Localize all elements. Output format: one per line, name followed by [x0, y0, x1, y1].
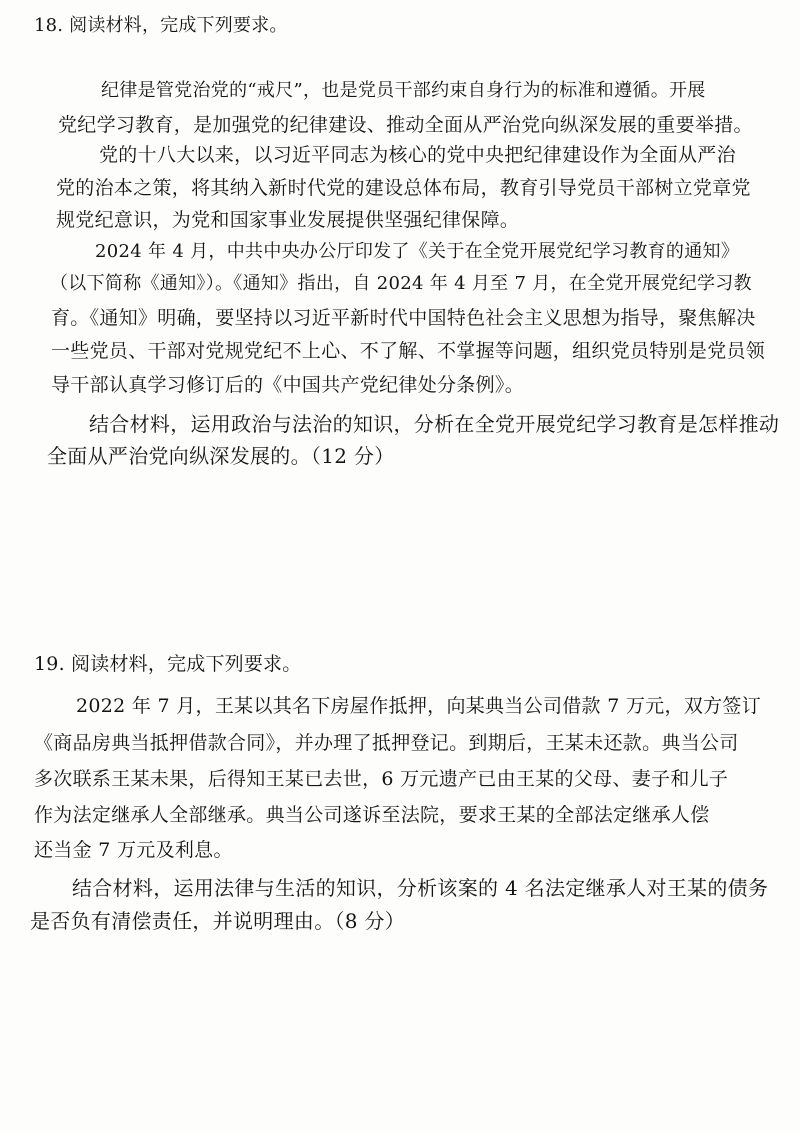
q18-line: 党的十八大以来，以习近平同志为核心的党中央把纪律建设作为全面从严治 — [99, 144, 736, 166]
q18-heading: 18. 阅读材料，完成下列要求。 — [34, 15, 288, 36]
q18-line: 2024 年 4 月，中共中央办公厅印发了《关于在全党开展党纪学习教育的通知》 — [95, 241, 740, 262]
q18-line: 全面从严治党向纵深发展的。（12 分） — [47, 444, 395, 468]
q19-line: 结合材料，运用法律与生活的知识，分析该案的 4 名法定继承人对王某的债务 — [72, 876, 769, 900]
q18-line: 党纪学习教育，是加强党的纪律建设、推动全面从严治党向纵深发展的重要举措。 — [58, 114, 753, 136]
q18-line: 导干部认真学习修订后的《中国共产党纪律处分条例》。 — [51, 374, 525, 396]
q18-line: 规党纪意识，为党和国家事业发展提供坚强纪律保障。 — [56, 209, 520, 231]
q18-line: （以下简称《通知》）。《通知》指出，自 2024 年 4 月至 7 月，在全党开展党纪学习教 — [50, 273, 752, 294]
q19-line: 作为法定继承人全部继承。典当公司遂诉至法院，要求王某的全部法定继承人偿 — [34, 804, 710, 826]
q18-line: 一些党员、干部对党规党纪不上心、不了解、不掌握等问题，组织党员特别是党员领 — [51, 340, 766, 362]
q19-line: 是否负有清偿责任，并说明理由。（8 分） — [30, 909, 406, 933]
q19-heading: 19. 阅读材料，完成下列要求。 — [34, 653, 302, 675]
q19-line: 还当金 7 万元及利息。 — [34, 839, 233, 861]
q19-line: 多次联系王某未果，后得知王某已去世，6 万元遗产已由王某的父母、妻子和儿子 — [34, 768, 729, 790]
q19-line: 《商品房典当抵押借款合同》，并办理了抵押登记。到期后，王某未还款。典当公司 — [34, 732, 739, 754]
q18-line: 纪律是管党治党的“戒尺”，也是党员干部约束自身行为的标准和遵循。开展 — [101, 80, 706, 101]
q18-line: 结合材料，运用政治与法治的知识，分析在全党开展党纪学习教育是怎样推动 — [89, 412, 780, 436]
q18-line: 党的治本之策，将其纳入新时代党的建设总体布局，教育引导党员干部树立党章党 — [56, 177, 751, 199]
q18-line: 育。《通知》明确，要坚持以习近平新时代中国特色社会主义思想为指导，聚焦解决 — [51, 307, 756, 329]
q19-line: 2022 年 7 月，王某以其名下房屋作抵押，向某典当公司借款 7 万元，双方签订 — [76, 695, 762, 717]
